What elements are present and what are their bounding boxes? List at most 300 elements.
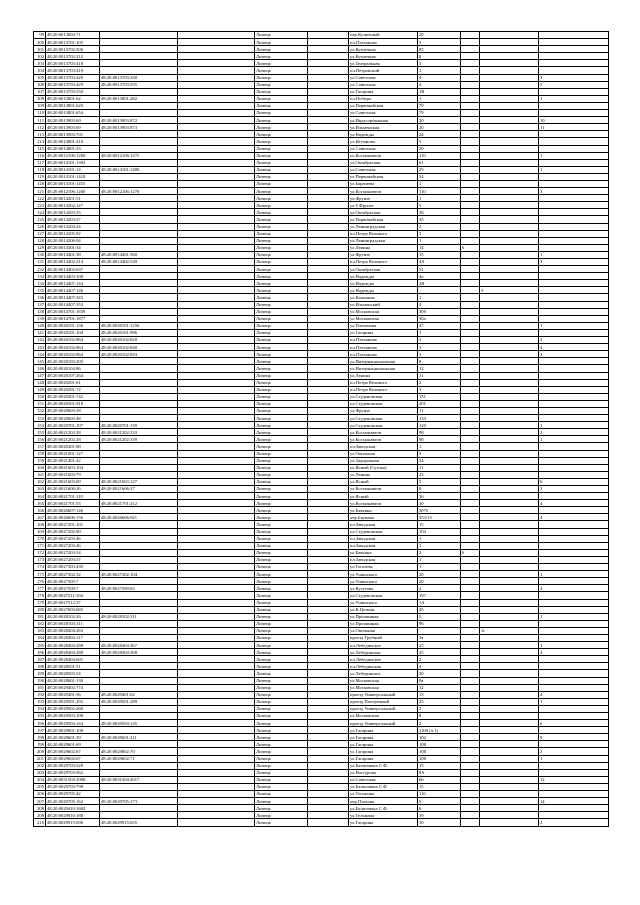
street-cell: проезд Универсальный (349, 691, 418, 698)
district-cell (308, 202, 349, 209)
district-cell (308, 627, 349, 634)
district-cell (308, 251, 349, 258)
building-cell (461, 528, 480, 535)
table-row (34, 578, 609, 585)
note-cell (178, 230, 255, 237)
related-cadastral-number-cell: 48:20:0029601:211 (100, 734, 178, 741)
cadastral-number-cell: 48:20:0026606:156 (46, 514, 100, 521)
building-cell (461, 727, 480, 734)
row-number-cell: 203 (34, 769, 46, 776)
related-cadastral-number-cell: 48:20:0013703:330 (100, 74, 178, 81)
note-cell (178, 556, 255, 563)
street-cell: пл.Заводская (349, 542, 418, 549)
city-cell: Липецк (255, 514, 308, 521)
house-cell: 110 (418, 188, 461, 195)
cadastral-number-cell: 48:20:0013801:62 (46, 95, 100, 102)
row-number-cell: 145 (34, 358, 46, 365)
street-cell: ул.Фрунзе (349, 195, 418, 202)
street-cell: ул.Надежды (349, 287, 418, 294)
table-row (34, 450, 609, 457)
note-cell (178, 251, 255, 258)
building-cell (461, 656, 480, 663)
city-cell: Липецк (255, 223, 308, 230)
note-cell (178, 287, 255, 294)
cadastral-number-cell: 48:20:0014001:33 (46, 145, 100, 152)
related-cadastral-number-cell: 48:20:0031504:2017 (100, 776, 178, 783)
building-cell (461, 578, 480, 585)
room-cell (539, 266, 609, 273)
note-cell (178, 500, 255, 507)
building-cell (461, 627, 480, 634)
building-cell (461, 81, 480, 88)
district-cell (308, 294, 349, 301)
room-cell (539, 592, 609, 599)
row-number-cell: 200 (34, 748, 46, 755)
table-row (34, 294, 609, 301)
apartment-cell (480, 386, 539, 393)
building-cell (461, 145, 480, 152)
street-cell: пл.Лебединское (349, 642, 418, 649)
table-row (34, 308, 609, 315)
district-cell (308, 372, 349, 379)
cadastral-number-cell: 48:20:0014407:146 (46, 287, 100, 294)
table-row (34, 102, 609, 109)
apartment-cell (480, 486, 539, 493)
cadastral-number-cell: 48:20:0014407:353 (46, 301, 100, 308)
apartment-cell (480, 783, 539, 790)
room-cell (539, 769, 609, 776)
table-row (34, 60, 609, 67)
related-cadastral-number-cell (100, 564, 178, 571)
table-row (34, 287, 609, 294)
note-cell (178, 280, 255, 287)
house-cell: 2 (418, 656, 461, 663)
apartment-cell (480, 762, 539, 769)
cadastral-number-cell: 48:20:0014203:35 (46, 209, 100, 216)
cadastral-number-cell: 48:20:0029703:562 (46, 769, 100, 776)
table-row (34, 486, 609, 493)
house-cell: 10 (418, 500, 461, 507)
note-cell (178, 727, 255, 734)
house-cell: 104 (418, 528, 461, 535)
city-cell: Липецк (255, 138, 308, 145)
apartment-cell (480, 251, 539, 258)
row-number-cell: 131 (34, 259, 46, 266)
house-cell: 4 (418, 81, 461, 88)
room-cell (539, 400, 609, 407)
table-row (34, 606, 609, 613)
district-cell (308, 95, 349, 102)
street-cell: пл.Петра Великого (349, 379, 418, 386)
cadastral-number-cell: 48:20:0014403:108 (46, 273, 100, 280)
room-cell (539, 493, 609, 500)
district-cell (308, 393, 349, 400)
note-cell (178, 244, 255, 251)
house-cell: 25 (418, 698, 461, 705)
note-cell (178, 564, 255, 571)
apartment-cell (480, 613, 539, 620)
house-cell: 98 (418, 436, 461, 443)
house-cell: 25 (418, 166, 461, 173)
row-number-cell: 118 (34, 166, 46, 173)
note-cell (178, 443, 255, 450)
row-number-cell: 177 (34, 585, 46, 592)
note-cell (178, 110, 255, 117)
city-cell: Липецк (255, 88, 308, 95)
apartment-cell (480, 415, 539, 422)
cadastral-number-cell: 48:20:0027202:90 (46, 528, 100, 535)
table-row (34, 329, 609, 336)
cadastral-number-cell: 48:20:0021202:28 (46, 436, 100, 443)
building-cell (461, 67, 480, 74)
house-cell: 85 (418, 46, 461, 53)
cadastral-number-cell: 48:20:0013702:506 (46, 46, 100, 53)
building-cell (461, 507, 480, 514)
row-number-cell: 107 (34, 88, 46, 95)
table-row (34, 592, 609, 599)
row-number-cell: 172 (34, 549, 46, 556)
room-cell (539, 102, 609, 109)
district-cell (308, 521, 349, 528)
note-cell (178, 528, 255, 535)
apartment-cell (480, 244, 539, 251)
apartment-cell (480, 698, 539, 705)
related-cadastral-number-cell (100, 450, 178, 457)
district-cell (308, 720, 349, 727)
city-cell: Липецк (255, 237, 308, 244)
room-cell: 1 (539, 698, 609, 705)
table-row (34, 407, 609, 414)
row-number-cell: 142 (34, 337, 46, 344)
cadastral-number-cell: 48:20:0029705:162 (46, 798, 100, 805)
building-cell (461, 450, 480, 457)
street-cell: ул.Плеханова (349, 322, 418, 329)
row-number-cell: 202 (34, 762, 46, 769)
district-cell (308, 365, 349, 372)
street-cell: ул.Ильменский (349, 301, 418, 308)
room-cell: 1 (539, 95, 609, 102)
city-cell: Липецк (255, 53, 308, 60)
related-cadastral-number-cell: 48:20:0013903:873 (100, 124, 178, 131)
building-cell (461, 251, 480, 258)
city-cell: Липецк (255, 195, 308, 202)
district-cell (308, 301, 349, 308)
cadastral-number-cell: 48:20:0027302:32 (46, 571, 100, 578)
row-number-cell: 199 (34, 741, 46, 748)
note-cell (178, 400, 255, 407)
related-cadastral-number-cell (100, 493, 178, 500)
street-cell: ул.Ясный (Сутока) (349, 464, 418, 471)
district-cell (308, 741, 349, 748)
room-cell (539, 407, 609, 414)
table-row (34, 755, 609, 762)
note-cell (178, 436, 255, 443)
related-cadastral-number-cell: 48:20:0020101:1250 (100, 322, 178, 329)
related-cadastral-number-cell (100, 60, 178, 67)
room-cell (539, 159, 609, 166)
house-cell: 10 (418, 819, 461, 826)
cadastral-number-cell: 48:20:0020101:136 (46, 322, 100, 329)
building-cell (461, 748, 480, 755)
street-cell: пл.Плеханова (349, 351, 418, 358)
street-cell: ул.Настурова (349, 769, 418, 776)
street-cell: ул.Интернациональная (349, 358, 418, 365)
room-cell (539, 450, 609, 457)
apartment-cell (480, 351, 539, 358)
district-cell (308, 578, 349, 585)
table-row (34, 110, 609, 117)
building-cell (461, 110, 480, 117)
street-cell: ул.Студеновская (349, 393, 418, 400)
street-cell: ул.Балмочных С.Ф. (349, 762, 418, 769)
cadastral-number-cell: 48:20:0021603:79 (46, 471, 100, 478)
table-row (34, 379, 609, 386)
table-row (34, 46, 609, 53)
room-cell (539, 308, 609, 315)
note-cell (178, 720, 255, 727)
row-number-cell: 157 (34, 443, 46, 450)
building-cell (461, 287, 480, 294)
related-cadastral-number-cell: 48:20:0021202:339 (100, 436, 178, 443)
table-row (34, 549, 609, 556)
related-cadastral-number-cell (100, 202, 178, 209)
cadastral-number-cell: 48:20:0029705:42 (46, 791, 100, 798)
related-cadastral-number-cell: 48:20:0013903:872 (100, 117, 178, 124)
city-cell: Липецк (255, 585, 308, 592)
building-cell (461, 344, 480, 351)
row-number-cell: 208 (34, 805, 46, 812)
note-cell (178, 81, 255, 88)
cadastral-number-cell: 48:20:0021701:110 (46, 493, 100, 500)
row-number-cell: 130 (34, 251, 46, 258)
cadastral-number-cell: 48:20:0027512:37 (46, 599, 100, 606)
row-number-cell: 184 (34, 634, 46, 641)
row-number-cell: 159 (34, 457, 46, 464)
district-cell (308, 81, 349, 88)
city-cell: Липецк (255, 344, 308, 351)
cadastral-number-cell: 48:20:0020603:28 (46, 407, 100, 414)
row-number-cell: 115 (34, 145, 46, 152)
row-number-cell: 162 (34, 478, 46, 485)
district-cell (308, 819, 349, 826)
row-number-cell: 194 (34, 705, 46, 712)
related-cadastral-number-cell (100, 294, 178, 301)
table-row (34, 798, 609, 805)
street-cell: проезд Трубный (349, 634, 418, 641)
row-number-cell: 100 (34, 39, 46, 46)
note-cell (178, 407, 255, 414)
street-cell: пл.Лебединская (349, 663, 418, 670)
city-cell: Липецк (255, 748, 308, 755)
row-number-cell: 168 (34, 521, 46, 528)
street-cell: ул.Студеновская (349, 415, 418, 422)
house-cell: 96 (418, 620, 461, 627)
city-cell: Липецк (255, 720, 308, 727)
apartment-cell (480, 429, 539, 436)
house-cell: 8 (418, 713, 461, 720)
table-row (34, 542, 609, 549)
apartment-cell (480, 230, 539, 237)
street-cell: ул.Московская (349, 684, 418, 691)
cadastral-number-cell: 48:20:0021001:127 (46, 450, 100, 457)
cadastral-number-cell: 48:20:0012106:1260 (46, 152, 100, 159)
building-cell (461, 500, 480, 507)
district-cell (308, 564, 349, 571)
cadastral-number-cell: 48:20:0013903:69 (46, 117, 100, 124)
street-cell: ул.Надежды (349, 273, 418, 280)
row-number-cell: 106 (34, 81, 46, 88)
cadastral-number-cell: 48:20:0013703:420 (46, 74, 100, 81)
district-cell (308, 67, 349, 74)
related-cadastral-number-cell (100, 592, 178, 599)
house-cell: 11 (418, 407, 461, 414)
district-cell (308, 344, 349, 351)
table-row (34, 429, 609, 436)
district-cell (308, 386, 349, 393)
district-cell (308, 102, 349, 109)
house-cell: 8А (418, 769, 461, 776)
city-cell: Липецк (255, 535, 308, 542)
city-cell: Липецк (255, 705, 308, 712)
room-cell: 2 (539, 429, 609, 436)
room-cell: 2 (539, 819, 609, 826)
room-cell (539, 564, 609, 571)
row-number-cell: 178 (34, 592, 46, 599)
note-cell (178, 542, 255, 549)
cadastral-number-cell: 48:20:0020102:864 (46, 337, 100, 344)
apartment-cell (480, 95, 539, 102)
related-cadastral-number-cell (100, 415, 178, 422)
district-cell (308, 734, 349, 741)
building-cell (461, 308, 480, 315)
related-cadastral-number-cell: 48:20:0027302:104 (100, 571, 178, 578)
house-cell: 4 (418, 301, 461, 308)
apartment-cell (480, 39, 539, 46)
city-cell: Липецк (255, 152, 308, 159)
district-cell (308, 634, 349, 641)
building-cell (461, 542, 480, 549)
house-cell: 108 (418, 755, 461, 762)
apartment-cell (480, 400, 539, 407)
district-cell (308, 755, 349, 762)
district-cell (308, 131, 349, 138)
row-number-cell: 112 (34, 124, 46, 131)
street-cell: ул.Кутузова (349, 585, 418, 592)
street-cell: ул.Надежды (349, 280, 418, 287)
room-cell (539, 791, 609, 798)
street-cell: ул.Московская (349, 713, 418, 720)
related-cadastral-number-cell (100, 393, 178, 400)
building-cell (461, 237, 480, 244)
building-cell (461, 294, 480, 301)
note-cell (178, 464, 255, 471)
table-row (34, 613, 609, 620)
related-cadastral-number-cell: 48:20:0020102:820 (100, 337, 178, 344)
city-cell: Липецк (255, 117, 308, 124)
related-cadastral-number-cell: 48:20:0029602:70 (100, 748, 178, 755)
related-cadastral-number-cell (100, 39, 178, 46)
street-cell: ул.Московская (349, 315, 418, 322)
room-cell (539, 393, 609, 400)
building-cell (461, 684, 480, 691)
building-cell (461, 372, 480, 379)
building-cell (461, 429, 480, 436)
note-cell (178, 450, 255, 457)
room-cell (539, 656, 609, 663)
apartment-cell (480, 776, 539, 783)
row-number-cell: 104 (34, 67, 46, 74)
cadastral-number-cell: 48:20:0029703:528 (46, 762, 100, 769)
street-cell: ул.Бачкина (349, 507, 418, 514)
street-cell: пл.Плеханова (349, 337, 418, 344)
table-row (34, 627, 609, 634)
apartment-cell (480, 223, 539, 230)
house-cell: 353/15 (418, 514, 461, 521)
street-cell: ул.Гагарина (349, 748, 418, 755)
house-cell: 28 (418, 209, 461, 216)
related-cadastral-number-cell (100, 195, 178, 202)
room-cell: 1 (539, 436, 609, 443)
district-cell (308, 180, 349, 187)
apartment-cell (480, 32, 539, 39)
apartment-cell (480, 549, 539, 556)
city-cell: Липецк (255, 564, 308, 571)
district-cell (308, 188, 349, 195)
cadastral-number-cell: 48:20:0029501:292 (46, 698, 100, 705)
house-cell: 197 (418, 592, 461, 599)
house-cell: 2В (418, 280, 461, 287)
apartment-cell (480, 259, 539, 266)
building-cell (461, 102, 480, 109)
apartment-cell (480, 748, 539, 755)
room-cell (539, 670, 609, 677)
apartment-cell (480, 209, 539, 216)
building-cell (461, 393, 480, 400)
city-cell: Липецк (255, 102, 308, 109)
street-cell: ул.Ленина (349, 372, 418, 379)
building-cell (461, 713, 480, 720)
house-cell: 201 (418, 400, 461, 407)
table-row (34, 145, 609, 152)
house-cell: 20 (418, 571, 461, 578)
note-cell (178, 819, 255, 826)
building-cell (461, 642, 480, 649)
house-cell: 116 (418, 791, 461, 798)
district-cell (308, 670, 349, 677)
room-cell (539, 131, 609, 138)
apartment-cell (480, 145, 539, 152)
table-row (34, 266, 609, 273)
street-cell: ул.Студеновская (349, 422, 418, 429)
row-number-cell: 209 (34, 812, 46, 819)
house-cell: 6 (418, 805, 461, 812)
note-cell (178, 60, 255, 67)
building-cell (461, 180, 480, 187)
apartment-cell (480, 202, 539, 209)
room-cell (539, 556, 609, 563)
building-cell (461, 422, 480, 429)
apartment-cell (480, 791, 539, 798)
house-cell: 102 (418, 734, 461, 741)
note-cell (178, 798, 255, 805)
related-cadastral-number-cell (100, 627, 178, 634)
building-cell (461, 514, 480, 521)
house-cell: 12 (418, 684, 461, 691)
cadastral-number-cell: 48:20:0014206:94 (46, 237, 100, 244)
note-cell (178, 478, 255, 485)
related-cadastral-number-cell (100, 216, 178, 223)
city-cell: Липецк (255, 755, 308, 762)
